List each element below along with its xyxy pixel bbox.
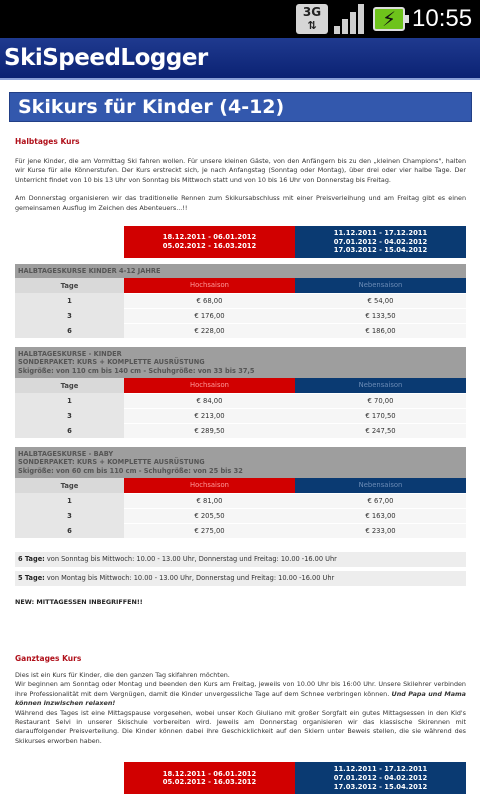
- clock: 10:55: [412, 5, 473, 32]
- table-row: 1 € 84,00 € 70,00: [15, 393, 466, 408]
- price-table-kids-package: [15, 347, 466, 438]
- full-day-heading: Ganztages Kurs: [15, 654, 82, 664]
- group-title: HALBTAGESKURSE KINDER 4-12 JAHRE: [15, 264, 466, 278]
- half-day-description: Für jene Kinder, die am Vormittag Ski fahren wollen. Für unsere kleinen Gäste, von den Anfängern bis zu den „kleinen Champions", halten wir Kurse für alle Könnerstufen. Der Kurs erstreckt sich, je nach Anfangstag (Sonntag oder Montag), über drei oder vier halbe Tage. Der Unterricht findet von 10 bis 13 Uhr von Sonntag bis Mittwoch statt und von 10 bis 16 Uhr von Donnerstag bis Freitag.: [15, 157, 466, 184]
- schedule-5-days: 5 Tage: von Montag bis Mittwoch: 10.00 - 13.00 Uhr, Donnerstag und Freitag: 10.00 -16.00 Uhr: [15, 571, 466, 586]
- col-high-season: Hochsaison: [124, 378, 295, 393]
- col-low-season: Nebensaison: [295, 378, 466, 393]
- table-row: 1 € 81,00 € 67,00: [15, 493, 466, 508]
- col-days: Tage: [15, 478, 124, 493]
- low-season-dates: 11.12.2011 - 17.12.2011 07.01.2012 - 04.02.2012 17.03.2012 - 15.04.2012: [295, 226, 466, 258]
- battery-charging-icon: ⚡: [373, 7, 405, 31]
- col-days: Tage: [15, 278, 124, 293]
- low-season-dates: 11.12.2011 - 17.12.2011 07.01.2012 - 04.02.2012 17.03.2012 - 15.04.2012: [295, 762, 466, 794]
- price-table-baby-package: [15, 447, 466, 538]
- schedule-6-days: 6 Tage: von Sonntag bis Mittwoch: 10.00 - 13.00 Uhr, Donnerstag und Freitag: 10.00 -16.00 Uhr: [15, 552, 466, 567]
- page-title: Skikurs für Kinder (4-12): [18, 96, 285, 118]
- status-bar: [0, 0, 480, 38]
- app-title: SkiSpeedLogger: [4, 45, 208, 71]
- season-header-full-day: [15, 762, 466, 794]
- table-row: 3 € 213,00 € 170,50: [15, 408, 466, 423]
- season-header: [15, 226, 466, 258]
- webview-content[interactable]: [0, 82, 480, 800]
- full-day-description: Dies ist ein Kurs für Kinder, die den ganzen Tag skifahren möchten. Wir beginnen am Sonntag oder Montag und beenden den Kurs am Freitag, jeweils von 10.00 Uhr bis 16:00 Uhr. Unsere Skilehrer verbinden ihre Professionalität mit dem Vergnügen, damit die Kinder unvergessliche Tage auf dem Schnee verbringen können. Und Papa und Mama können inzwischen relaxen! Während des Tages ist eine Mittagspause vorgesehen, wobei unser Koch Giuliano mit großer Sorgfalt ein gutes Mittagsessen in den Kid's Restaurant Selvi in unserer Skischule vorbereiten wird. Jeweils am Donnerstag organisieren wir das klassische Skirennen mit darauffolgender Preisverteilung. Die Kinder können dabei ihre Geschicklichkeit auf den Skiern unter Beweis stellen, die sie während des Skikurses erworben haben.: [15, 671, 466, 745]
- data-arrows-icon: ⇅: [307, 19, 317, 32]
- network-type-label: 3G: [302, 5, 322, 19]
- group-title: HALBTAGESKURSE - BABY SONDERPAKET: KURS + KOMPLETTE AUSRÜSTUNG Skigröße: von 60 cm bis 110 cm - Schuhgröße: von 25 bis 32: [15, 447, 466, 478]
- page-title-banner: [9, 92, 472, 122]
- table-row: 1 € 68,00 € 54,00: [15, 293, 466, 308]
- app-title-bar: [0, 38, 480, 80]
- half-day-heading: Halbtages Kurs: [15, 137, 80, 146]
- table-row: 6 € 275,00 € 233,00: [15, 523, 466, 538]
- table-row: 3 € 205,50 € 163,00: [15, 508, 466, 523]
- half-day-race-info: Am Donnerstag organisieren wir das traditionelle Rennen zum Skikursabschluss mit einer Preisverleihung und am Freitag gibt es einen gemeinsamen Ausflug im Zeichen des Abenteuers...!!: [15, 194, 466, 212]
- col-low-season: Nebensaison: [295, 478, 466, 493]
- high-season-dates: 18.12.2011 - 06.01.2012 05.02.2012 - 16.03.2012: [124, 762, 295, 794]
- col-high-season: Hochsaison: [124, 478, 295, 493]
- table-row: 6 € 228,00 € 186,00: [15, 323, 466, 338]
- network-3g-icon: [296, 4, 328, 34]
- lunch-included-note: NEW: MITTAGESSEN INBEGRIFFEN!!: [15, 598, 143, 607]
- group-title: HALBTAGESKURSE - KINDER SONDERPAKET: KURS + KOMPLETTE AUSRÜSTUNG Skigröße: von 110 cm bis 140 cm - Schuhgröße: von 33 bis 37,5: [15, 347, 466, 378]
- col-days: Tage: [15, 378, 124, 393]
- price-table-kids: [15, 264, 466, 338]
- table-row: 6 € 289,50 € 247,50: [15, 423, 466, 438]
- high-season-dates: 18.12.2011 - 06.01.2012 05.02.2012 - 16.03.2012: [124, 226, 295, 258]
- col-high-season: Hochsaison: [124, 278, 295, 293]
- signal-strength-icon: [334, 4, 366, 34]
- table-row: 3 € 176,00 € 133,50: [15, 308, 466, 323]
- col-low-season: Nebensaison: [295, 278, 466, 293]
